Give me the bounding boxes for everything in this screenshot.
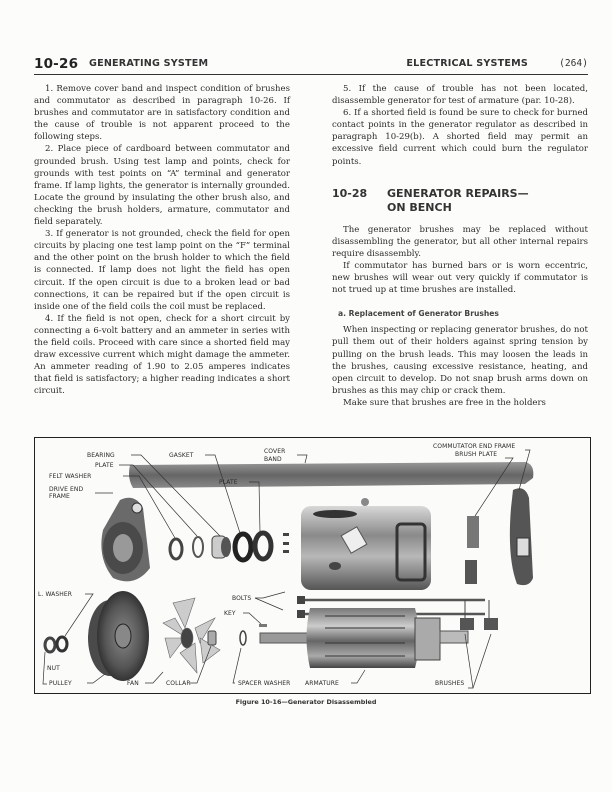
- subheading: a. Replacement of Generator Brushes: [338, 309, 499, 319]
- label-spacer-washer: SPACER WASHER: [238, 680, 291, 687]
- figure-caption: Figure 10-16—Generator Disassembled: [235, 698, 377, 706]
- label-bolts: BOLTS: [232, 595, 252, 602]
- gasket: [235, 534, 251, 560]
- section-heading: [332, 187, 588, 215]
- label-bearing: BEARING: [87, 452, 115, 459]
- paragraph: 5. If the cause of trouble has not been located, disassemble generator for test of armature (par. 10-28).: [332, 84, 588, 107]
- chapter-title: ELECTRICAL SYSTEMS: [406, 58, 528, 69]
- pulley: [88, 591, 149, 681]
- label-drive-end-frame-1: DRIVE END: [49, 486, 84, 493]
- armature: [260, 608, 468, 668]
- paragraph: 4. If the field is not open, check for a short circuit by connecting a 6-volt battery and an ammeter in series with the field coils. Proceed with care since a shorted field may draw excessive current which might damage the ammeter. An ammeter reading of 1.90 to 2.05 amperes indicates that field is satisfactory; a higher reading indicates a short circuit.: [34, 313, 290, 397]
- paragraph: 2. Place piece of cardboard between commutator and grounded brush. Using test lamp and points, check for grounds with test points on “A” terminal and generator frame. If lamp lights, the generator is internally grounded. Locate the ground by insulating the other brush also, and checking the brush holders, armature, commutator and field separately.: [34, 144, 290, 228]
- paragraph: If commutator has burned bars or is worn eccentric, new brushes will wear out very quickly if commutator is not trued up at time brushes are installed.: [332, 260, 588, 296]
- felt-washer: [170, 539, 182, 559]
- commutator-end-frame: [510, 488, 533, 585]
- screws: [283, 533, 289, 553]
- bearing: [212, 536, 231, 558]
- section-heading-line2: ON BENCH: [387, 200, 452, 214]
- paragraph: The generator brushes may be replaced without disassembling the generator, but all other internal repairs require disassembly.: [332, 224, 588, 259]
- lock-washer: [57, 637, 67, 651]
- label-brushes: BRUSHES: [435, 680, 465, 687]
- label-felt-washer: FELT WASHER: [49, 473, 92, 480]
- section-heading-number: 10-28: [332, 186, 368, 200]
- bearing-plate: [193, 537, 203, 557]
- drive-end-frame: [101, 498, 150, 582]
- label-gasket: GASKET: [169, 452, 194, 459]
- nut: [45, 638, 55, 652]
- paragraph: Make sure that brushes are free in the holders: [343, 397, 546, 408]
- left-column: [34, 83, 290, 397]
- label-plate-mid: PLATE: [219, 479, 238, 486]
- right-column: [332, 83, 588, 409]
- label-key: KEY: [224, 610, 236, 617]
- label-commutator-end-frame: COMMUTATOR END FRAME: [433, 443, 516, 450]
- label-plate: PLATE: [95, 462, 114, 469]
- paragraph: When inspecting or replacing generator brushes, do not pull them out of their holders against spring tension by pulling on the brush leads. This may loosen the leads in the brushes, causing excessive resistance, heating, and open circuit to develop. Do not snap brush arms down on brushes as this may chip or crack them.: [332, 325, 588, 396]
- paragraph: 3. If generator is not grounded, check the field for open circuits by placing one test lamp point on the “F” terminal and the other point on the brush holder to which the field is connected. If lamp does not light the field has open circuit. If the open circuit is due to a broken lead or bad connections, it can be repaired but if the open circuit is inside one of the field coils the coil must be replaced.: [34, 229, 290, 312]
- label-brush-plate: BRUSH PLATE: [455, 451, 498, 458]
- end-plate: [255, 533, 271, 559]
- label-collar: COLLAR: [166, 680, 191, 687]
- generator-illustration: [35, 438, 590, 693]
- paragraph: 1. Remove cover band and inspect condition of brushes and commutator as described in paragraph 10-26. If brushes and commutator are in satisfactory condition and the cause of trouble is not apparent proceed to the following steps.: [34, 84, 290, 143]
- figure-generator-disassembled: [34, 437, 591, 694]
- collar: [208, 631, 216, 645]
- generator-frame: [301, 498, 431, 590]
- label-nut: NUT: [47, 665, 60, 672]
- label-pulley: PULLEY: [49, 680, 72, 687]
- spacer-washer: [240, 631, 246, 645]
- label-armature: ARMATURE: [305, 680, 339, 687]
- label-drive-end-frame-2: FRAME: [49, 493, 70, 500]
- section-heading-line1: GENERATOR REPAIRS—: [387, 186, 529, 200]
- label-cover-band-2: BAND: [264, 456, 282, 463]
- label-fan: FAN: [127, 680, 139, 687]
- page-header: [34, 56, 588, 75]
- section-number: 10-26: [34, 56, 79, 72]
- label-cover-band-1: COVER: [264, 448, 286, 455]
- cover-band: [129, 462, 533, 488]
- key: [259, 624, 267, 627]
- brush-plate: [465, 516, 479, 584]
- paragraph: 6. If a shorted field is found be sure to check for burned contact points in the generator regulator as described in paragraph 10-29(b). A shorted field may permit an excessive field current which could burn the regulator points.: [332, 108, 588, 167]
- page-number: (264): [559, 58, 588, 69]
- label-l-washer: L. WASHER: [38, 591, 73, 598]
- section-title: GENERATING SYSTEM: [89, 58, 209, 69]
